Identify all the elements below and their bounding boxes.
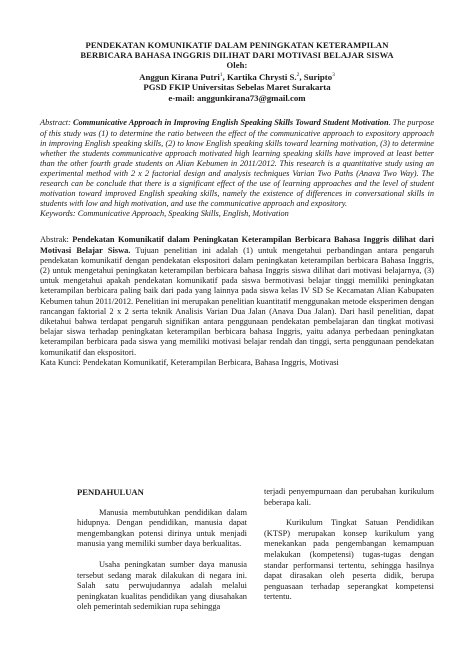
- oleh-label: Oleh:: [226, 60, 248, 70]
- paper-title: [40, 40, 434, 70]
- author-2-sup: 2: [296, 72, 300, 78]
- abstract-english: [40, 118, 434, 219]
- right-paragraph-2: Kurikulum Tingkat Satuan Pendidikan (KTSP) merupakan konsep kurikulum yang menekankan pada pengembangan kemampuan melakukan (kompetensi) tugas-tugas dengan standar performansi tertentu, sehingga hasilnya dapat dirasakan oleh peserta didik, berupa penguasaan terhadap seperangkat kompetensi tertentu.: [264, 518, 434, 602]
- affiliation: PGSD FKIP Universitas Sebelas Maret Surakarta: [143, 82, 331, 93]
- right-column: [264, 487, 434, 613]
- email: e-mail: anggunkirana73@gmail.com: [168, 92, 306, 103]
- abstract-en-body: . The purpose of this study was (1) to determine the ratio between the effect of the communicative approach to expository approach in improving English speaking skills, (2) to know English speaking skills toward learning motivation, (3) to determine whether the students communicative approach motivated high learning speaking skills have improved at least better than the other fourth grade students on Alian Kebumen in 2011/2012. This research is a quantitative study using an experimental method with 2 x 2 factorial design and analysis techniques Varian Two Paths (Anava Two Way). The research can be conclude that there is a significant effect of the use of learning approaches and the level of student motivation toward improved English speaking skills, namely the existence of differences in conversational skills in students with low and high motivation, and use the communicative approach and expository.: [40, 118, 435, 209]
- left-paragraph-2: Usaha peningkatan sumber daya manusia tersebut sedang marak dilakukan di negara ini. Salah satu perwujudannya adalah melalui peningkatan kualitas pendidikan yang diusahakan oleh pemerintah sedemikian rupa sehingga: [77, 559, 247, 612]
- author-1-sup: 1: [219, 72, 223, 78]
- right-paragraph-1: terjadi penyempurnaan dan perubahan kurikulum beberapa kali.: [264, 487, 434, 507]
- keywords-id: Kata Kunci: Pendekatan Komunikatif, Keterampilan Berbicara, Bahasa Inggris, Motivasi: [40, 357, 339, 367]
- body-columns: [77, 487, 434, 613]
- left-paragraph-1: Manusia membutuhkan pendidikan dalam hidupnya. Dengan pendidikan, manusia dapat mengembangkan potensi dirinya untuk menjadi manusia yang memiliki sumber daya berkualitas.: [77, 507, 247, 549]
- section-heading: PENDAHULUAN: [77, 487, 144, 497]
- title-line-2: BERBICARA BAHASA INGGRIS DILIHAT DARI MOTIVASI BELAJAR SISWA: [80, 50, 394, 60]
- abstract-id-body: Tujuan penelitian ini adalah (1) untuk mengetahui perbandingan antara pengaruh pendekatan komunikatif dengan pendekatan ekspositori dalam peningkatan keterampilan berbicara Bahasa Inggris, (2) untuk mengetahui peningkatan keterampilan berbicara bahasa Inggris siswa dilihat dari motivasi belajarnya, (3) untuk mengetahui apakah pendekatan komunikatif pada siswa bermotivasi belajar tinggi memiliki peningkatan keterampilan berbicara paling baik dari pada yang lainnya pada siswa kelas IV SD Se Kecamatan Alian Kabupaten Kebumen tahun 2011/2012. Penelitian ini merupakan penelitian kuantitatif menggunakan metode eksperimen dengan rancangan faktorial 2 x 2 serta teknik Analisis Varian Dua Jalan (Anava Dua Jalan). Dari hasil penelitian, dapat diketahui bahwa terdapat pengaruh signifikan antara penggunaan pendekatan pembelajaran dan tingkat motivasi belajar siswa terhadap peningkatan keterampilan berbicara bahasa Inggris, yaitu adanya perbedaan peningkatan keterampilan berbicara pada siswa yang memiliki motivasi belajar rendah dan tinggi, serta penggunaan pendekatan komunikatif dan ekspositori.: [40, 245, 434, 357]
- keywords-en: Keywords: Communicative Approach, Speaking Skills, English, Motivation: [40, 209, 289, 219]
- abstract-indonesian: [40, 235, 434, 368]
- abstract-en-title: Communicative Approach in Improving English Speaking Skills Toward Student Motivation: [72, 118, 389, 128]
- left-column: [77, 487, 247, 613]
- abstract-id-title: Pendekatan Komunikatif dalam Peningkatan Keterampilan Berbicara Bahasa Inggris dilihat dari Motivasi Belajar Siswa.: [40, 235, 435, 255]
- author-3-sup: 3: [332, 72, 335, 78]
- author-1: Anggun Kirana Putri: [139, 71, 220, 82]
- author-names: [40, 70, 434, 82]
- title-line-1: PENDEKATAN KOMUNIKATIF DALAM PENINGKATAN KETERAMPILAN: [85, 40, 389, 50]
- abstract-en-label: Abstract:: [40, 118, 73, 128]
- author-block: [40, 70, 434, 103]
- abstract-id-label: Abstrak:: [40, 235, 73, 245]
- author-3: , Suripto: [299, 71, 333, 82]
- author-2: , Kartika Chrysti S.: [222, 71, 297, 82]
